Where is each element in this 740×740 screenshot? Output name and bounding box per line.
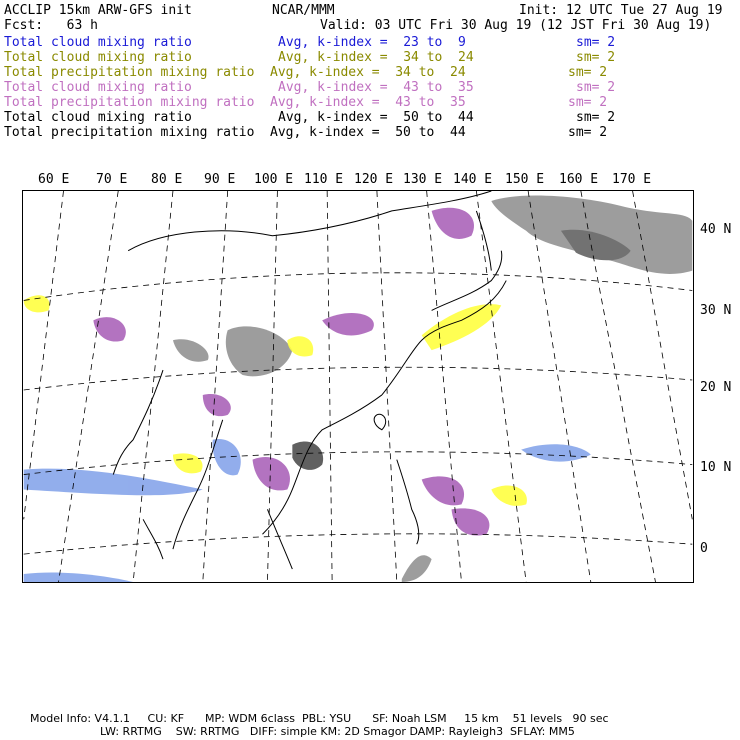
lon-label: 90 E — [204, 172, 236, 187]
lon-label: 150 E — [505, 172, 545, 187]
lat-label: 40 N — [700, 222, 732, 237]
legend-1-sm: sm= 2 — [576, 35, 616, 50]
lon-label: 80 E — [151, 172, 183, 187]
coastlines — [113, 191, 506, 569]
map-panel — [22, 190, 694, 583]
legend-7-sm: sm= 2 — [568, 125, 608, 140]
lon-label: 140 E — [453, 172, 493, 187]
lat-label: 0 — [700, 541, 708, 556]
legend-5-sm: sm= 2 — [568, 95, 608, 110]
legend-1-avg: Avg, k-index = 23 to 9 — [278, 35, 466, 50]
model-info-line-2: LW: RRTMG SW: RRTMG DIFF: simple KM: 2D Smagor DAMP: Rayleigh3 SFLAY: MM5 — [100, 725, 575, 738]
legend-7-avg: Avg, k-index = 50 to 44 — [270, 125, 466, 140]
lat-label: 20 N — [700, 380, 732, 395]
legend-6-avg: Avg, k-index = 50 to 44 — [278, 110, 474, 125]
model-title: ACCLIP 15km ARW-GFS init — [4, 3, 192, 18]
legend-6-name: Total cloud mixing ratio — [4, 110, 192, 125]
lon-label: 100 E — [254, 172, 294, 187]
lat-label: 10 N — [700, 460, 732, 475]
legend-2-avg: Avg, k-index = 34 to 24 — [278, 50, 474, 65]
legend-7-name: Total precipitation mixing ratio — [4, 125, 255, 140]
lon-label: 120 E — [354, 172, 394, 187]
forecast-hour: Fcst: 63 h — [4, 18, 98, 33]
init-time: Init: 12 UTC Tue 27 Aug 19 — [519, 3, 723, 18]
model-info-line-1: Model Info: V4.1.1 CU: KF MP: WDM 6class PBL: YSU SF: Noah LSM 15 km 51 levels 90 sec — [30, 712, 609, 725]
legend-6-sm: sm= 2 — [576, 110, 616, 125]
gray-cloud-field — [173, 196, 692, 582]
valid-time: Valid: 03 UTC Fri 30 Aug 19 (12 JST Fri 30 Aug 19) — [320, 18, 712, 33]
org-label: NCAR/MMM — [272, 3, 335, 18]
legend-5-avg: Avg, k-index = 43 to 35 — [270, 95, 466, 110]
legend-5-name: Total precipitation mixing ratio — [4, 95, 255, 110]
lat-label: 30 N — [700, 303, 732, 318]
legend-3-sm: sm= 2 — [568, 65, 608, 80]
graticule — [24, 191, 693, 582]
legend-3-avg: Avg, k-index = 34 to 24 — [270, 65, 466, 80]
lon-label: 60 E — [38, 172, 70, 187]
legend-1-name: Total cloud mixing ratio — [4, 35, 192, 50]
legend-4-sm: sm= 2 — [576, 80, 616, 95]
lon-label: 110 E — [304, 172, 344, 187]
legend-4-avg: Avg, k-index = 43 to 35 — [278, 80, 474, 95]
legend-3-name: Total precipitation mixing ratio — [4, 65, 255, 80]
lon-label: 130 E — [403, 172, 443, 187]
lon-label: 160 E — [559, 172, 599, 187]
legend-4-name: Total cloud mixing ratio — [4, 80, 192, 95]
legend-2-name: Total cloud mixing ratio — [4, 50, 192, 65]
legend-2-sm: sm= 2 — [576, 50, 616, 65]
lon-label: 70 E — [96, 172, 128, 187]
lon-label: 170 E — [612, 172, 652, 187]
